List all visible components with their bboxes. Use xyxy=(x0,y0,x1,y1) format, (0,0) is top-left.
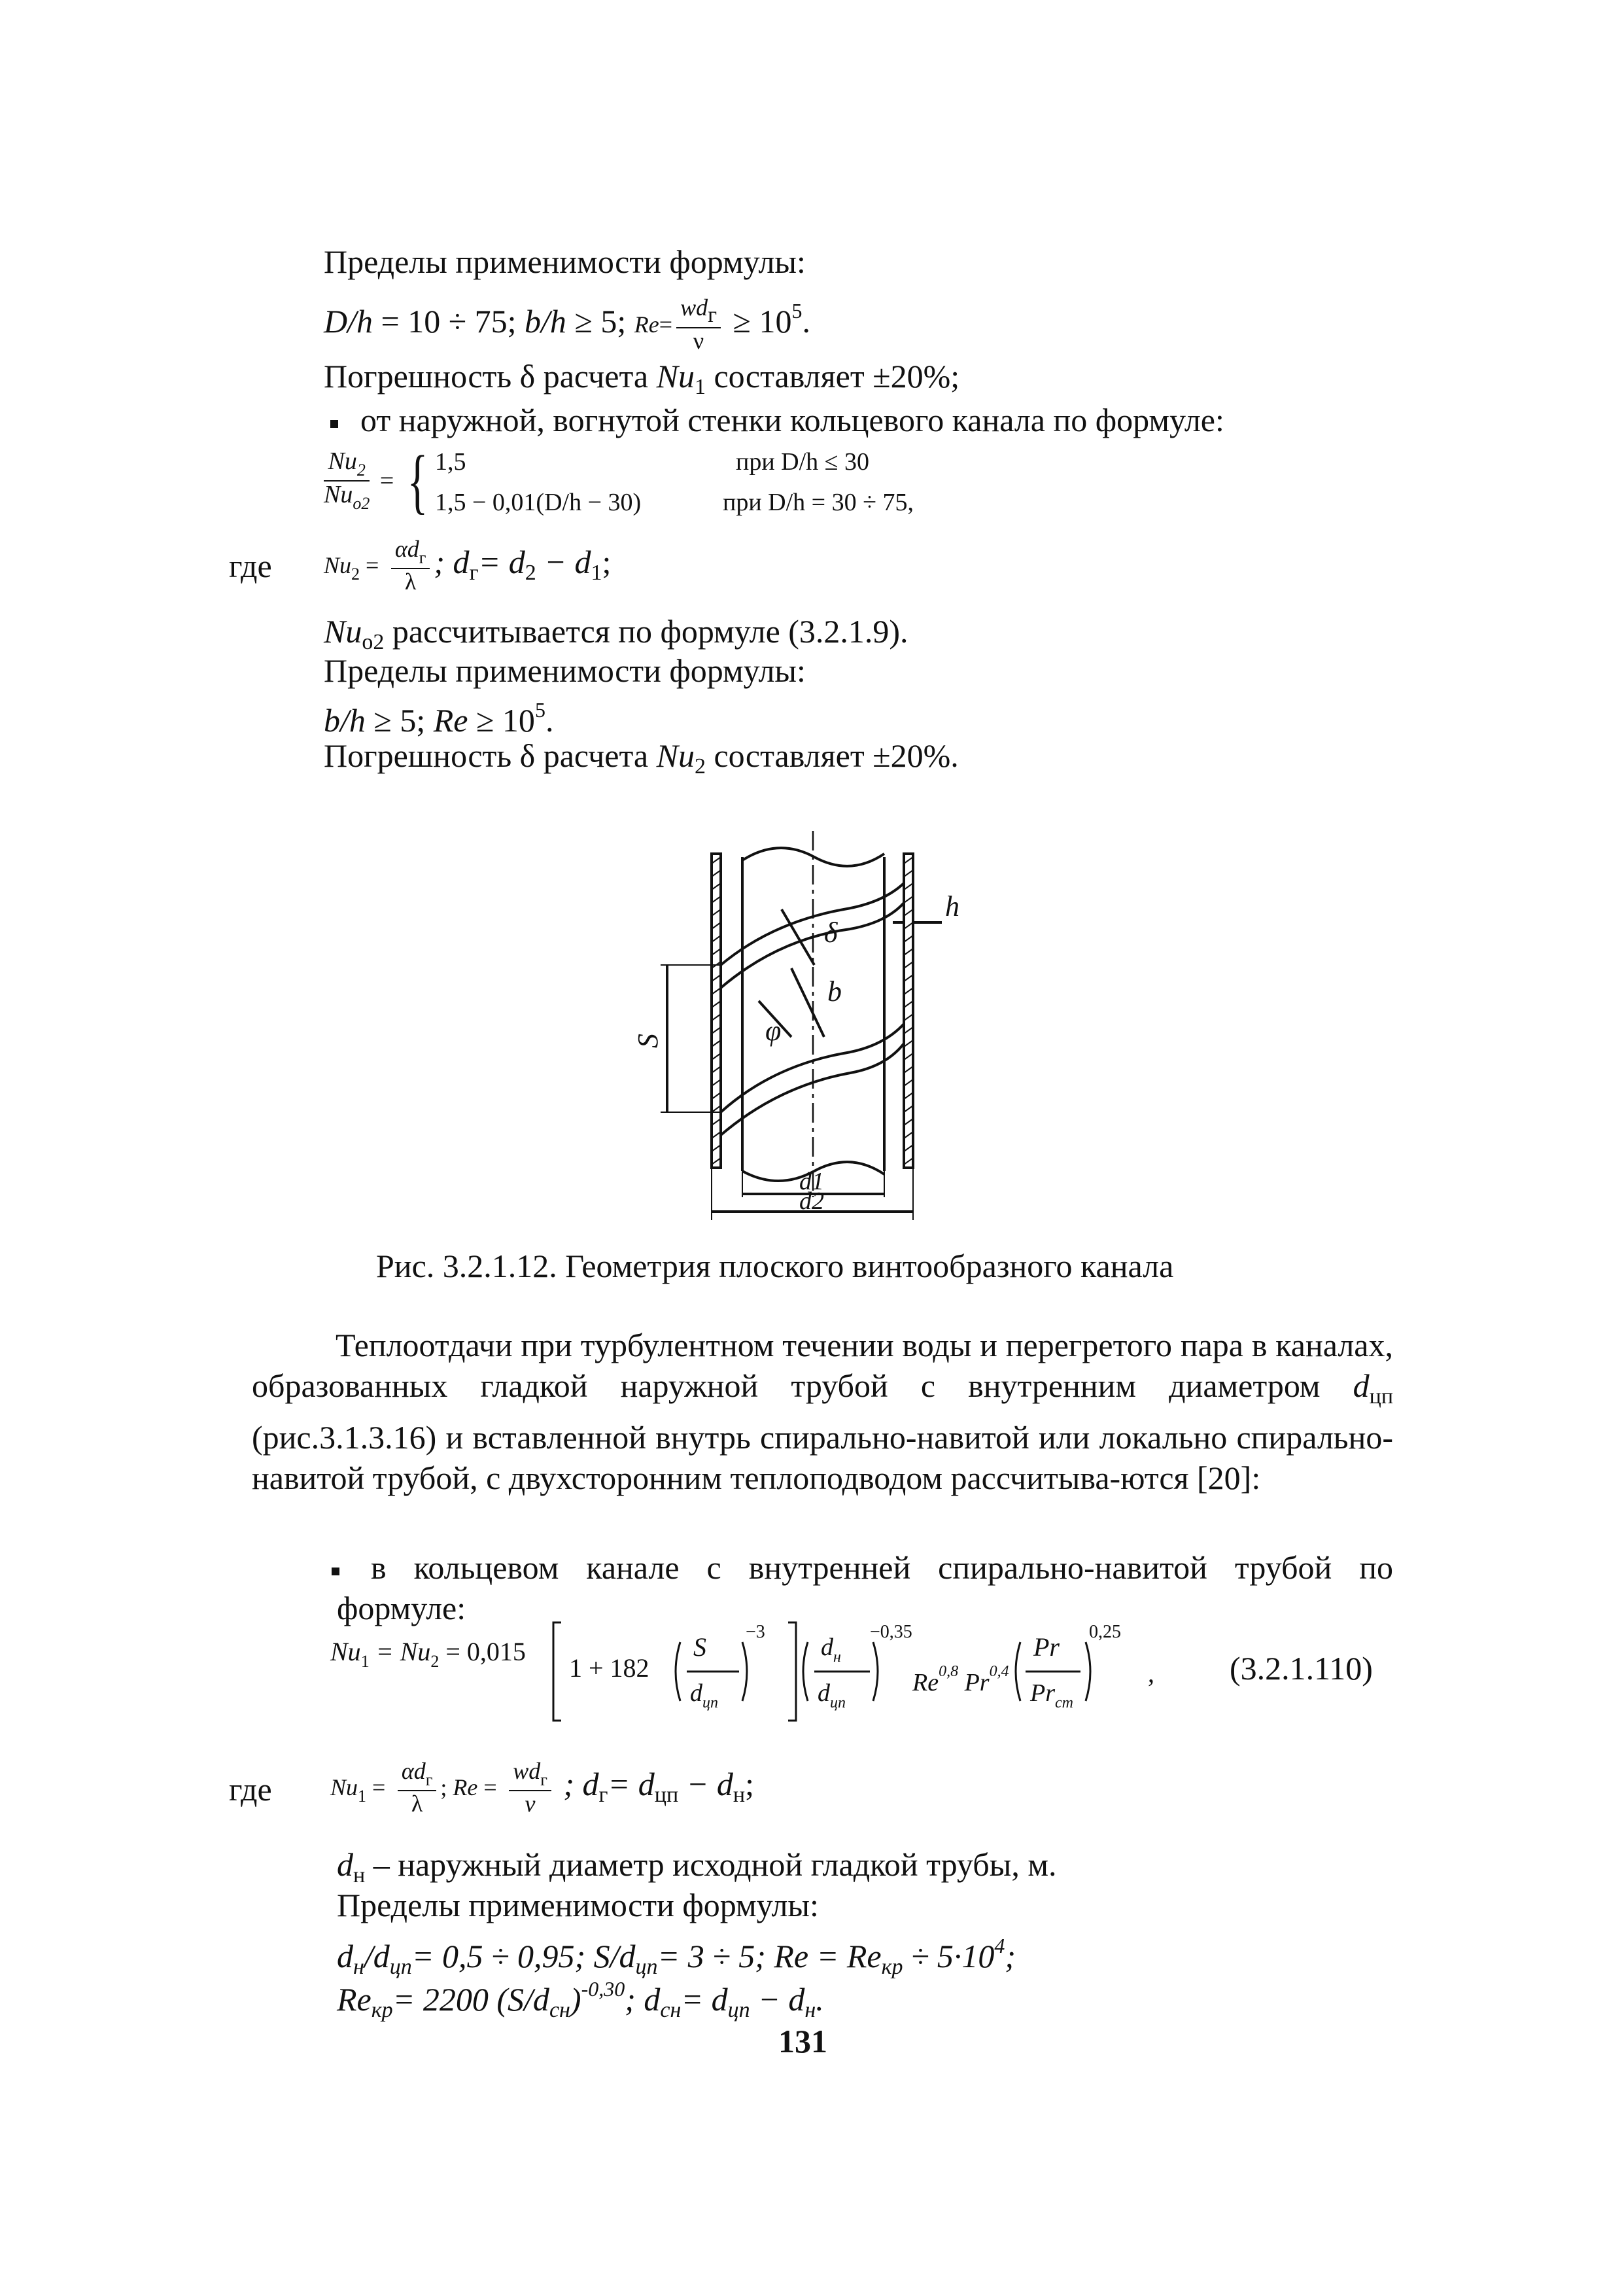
main-formula: $Nu_1 = Nu_2 = 0,015$ xyxy=(330,1637,526,1671)
where-formula-1: $Nu_2$ = $\frac{\alpha d_г}{\lambda}$ ; $d_г= d_2 - d_1$; xyxy=(324,536,612,595)
figure-caption: Рис. 3.2.1.12. Геометрия плоского винтообразного канала xyxy=(376,1248,1174,1284)
page-number: 131 xyxy=(778,2023,827,2059)
outer-wall-right xyxy=(904,854,913,1168)
phi-label: φ xyxy=(765,1015,782,1047)
delta-label: δ xyxy=(824,917,838,949)
where-formula-2: $Nu_1$ = $\frac{\alpha d_г}{\lambda}$ ; Re = $\frac{wd_г}{\nu}$ ; $d_г= d_{цп} - d_н$; xyxy=(330,1758,754,1817)
limits-formula-1: D/h = 10 ÷ 75; b/h ≥ 5; Re= $\frac{\text{wdг}}{\nu}$ ≥ $10^5$. xyxy=(324,294,810,355)
formula-comma: , xyxy=(1148,1658,1154,1688)
bullet-inner-tube: в кольцевом канале с внутренней спирально-навитой трубой по формуле: xyxy=(337,1547,1393,1628)
case-1-value: 1,5 xyxy=(435,448,466,476)
bullet-outer-wall: от наружной, вогнутой стенки кольцевого канала по формуле: xyxy=(330,400,1224,440)
re-pr-term: Re$^{0,8}$ Pr$^{0,4}$ xyxy=(912,1663,1009,1696)
d1-label: d1 xyxy=(799,1168,824,1195)
limits-formula-2: b/h ≥ 5; $Re \ge 10^5$. xyxy=(324,698,554,739)
case-2-value: 1,5 − 0,01(D/h − 30) xyxy=(435,489,642,516)
limits-heading-3: Пределы применимости формулы: xyxy=(337,1887,819,1923)
re-symbol: Re xyxy=(634,311,659,338)
piecewise-formula: $\frac{Nu_2}{Nu_{o2}}$ = { xyxy=(324,441,428,521)
one-plus-182: 1 + 182 xyxy=(569,1653,649,1683)
exp-minus-3: −3 xyxy=(746,1622,765,1642)
where-label-2: где xyxy=(229,1771,272,1808)
body-paragraph: Теплоотдачи при турбулентном течении воды и перегретого пара в каналах, образованных гладкой наружной трубой с внутренним диаметром $d_{цп}$ (рис.3.1.3.16) и вставленной внутрь спирально-навитой или локально спирально-навитой трубой, с двухсторонним теплоподводом рассчитыва-ются [20]: xyxy=(252,1327,1394,1496)
d2-label: d2 xyxy=(799,1187,824,1215)
where-label-1: где xyxy=(229,548,272,584)
limits-formula-4: $Re_{кр}= 2200$ $(S/d_{сн})^{-0,30}$; $d_{сн}= d_{цп} - d_н$. xyxy=(337,1977,824,2022)
pr-numerator: Pr xyxy=(1033,1632,1060,1662)
equation-number: (3.2.1.110) xyxy=(1230,1650,1373,1687)
case-2-condition: при D/h = 30 ÷ 75, xyxy=(723,489,914,516)
bullet-marker-2 xyxy=(332,1568,339,1575)
bh-condition: ≥ 5; xyxy=(566,303,627,340)
helical-channel-figure xyxy=(628,805,994,1223)
s-label: S xyxy=(632,1034,664,1048)
dcp-denominator-1: $d_{цп}$ xyxy=(690,1679,718,1711)
s-numerator: S xyxy=(693,1632,706,1662)
error-line-2: Погрешность δ расчета $Nu_2$ составляет ±20%. xyxy=(324,737,959,779)
pr-st-denominator: $Pr_{ст}$ xyxy=(1030,1679,1073,1711)
case-1-condition: при D/h ≤ 30 xyxy=(736,448,870,476)
re-condition: ≥ 10 xyxy=(733,303,792,340)
limits-heading-1: Пределы применимости формулы: xyxy=(324,243,806,280)
h-label: h xyxy=(945,890,959,922)
bullet-marker xyxy=(330,420,338,428)
error-line-1: Погрешность δ расчета $Nu_1$ составляет ±20%; xyxy=(324,358,960,399)
dh-symbol: D/h xyxy=(324,303,373,340)
exp-minus-035: −0,35 xyxy=(870,1622,912,1642)
dh-range: = 10 ÷ 75; xyxy=(373,303,517,340)
dn-numerator: $d_н$ xyxy=(821,1634,841,1666)
limits-formula-3: $d_н/d_{цп}= 0,5 \div 0,95$; $S/d_{цп}= 3 \div 5$; $Re = Re_{кр} \div 5\cdot 10^4$; xyxy=(337,1934,1016,1979)
left-brace: { xyxy=(407,441,428,521)
dcp-denominator-2: $d_{цп}$ xyxy=(818,1679,846,1711)
b-label: b xyxy=(827,975,842,1007)
nu02-line: $Nu_{o2}$ рассчитывается по формуле (3.2.1.9). xyxy=(324,613,908,654)
re-fraction: $\frac{\text{wdг}}{\nu}$ xyxy=(676,295,721,355)
nu-ratio: $\frac{Nu_2}{Nu_{o2}}$ xyxy=(324,447,370,513)
outer-wall-left xyxy=(712,854,721,1168)
exp-025: 0,25 xyxy=(1089,1622,1121,1642)
bh-symbol: b/h xyxy=(525,303,566,340)
limits-heading-2: Пределы применимости формулы: xyxy=(324,652,806,689)
dn-definition: $d_н$ – наружный диаметр исходной гладкой трубы, м. xyxy=(337,1846,1057,1887)
